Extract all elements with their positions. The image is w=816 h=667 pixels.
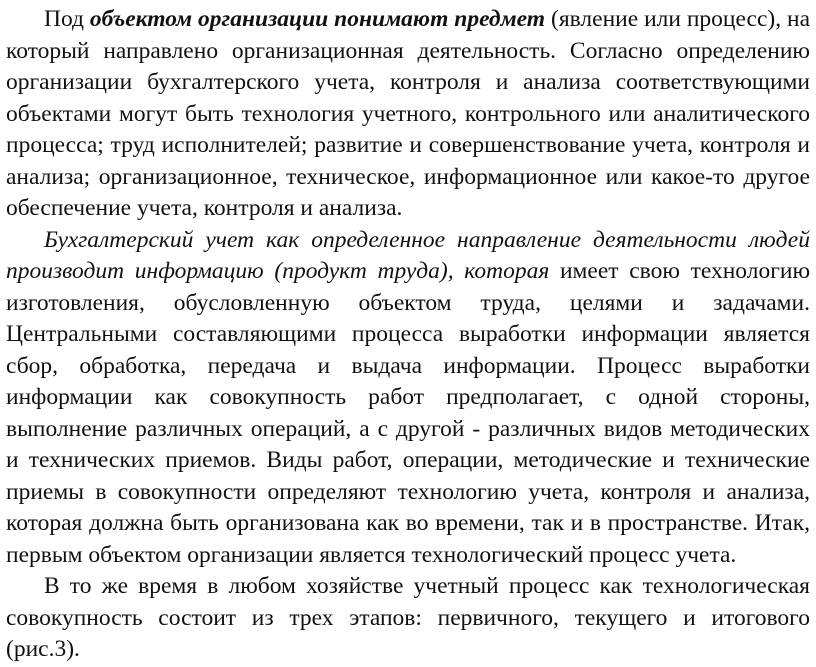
paragraph-2 [6,225,810,572]
paragraph-2-body: имеет свою технологию изготовления, обусловленную объектом труда, целями и задачами. Центральными составляющими процесса выработки информации является сбор, обработка, передача и выдача информации. Процесс выработки информации как совокупность работ предполагает, с одной стороны, выполнение различных операций, а с другой - различных видов методических и технических приемов. Виды работ, операции, методические и технические приемы в совокупности определяют технологию учета, контроля и анализа, которая должна быть организована как во времени, так и в пространстве. Итак, первым объектом организации является технологический процесс учета. [6,258,810,568]
paragraph-1-body: (явление или процесс), на который направлено организационная деятельность. Согласно определению организации бухгалтерского учета, контроля и анализа соответствующими объектами могут быть технология учетного, контрольного или аналитического процесса; труд исполнителей; развитие и совершенствование учета, контроля и анализа; организационное, техническое, информационное или какое-то другое обеспечение учета, контроля и анализа. [6,6,811,221]
paragraph-2-emphasis: Бухгалтерский учет как определенное направление деятельности людей производит информацию (продукт труда), которая [6,226,810,284]
paragraph-3 [6,571,810,666]
paragraph-1-lead: Под [44,6,90,32]
paragraph-1-emphasis: объектом организации понимают предмет [89,6,546,32]
paragraph-1 [6,4,810,225]
paragraph-3-body: В то же время в любом хозяйстве учетный процесс как технологическая совокупность состоит из трех этапов: первичного, текущего и итогового (рис.3). [6,573,810,662]
